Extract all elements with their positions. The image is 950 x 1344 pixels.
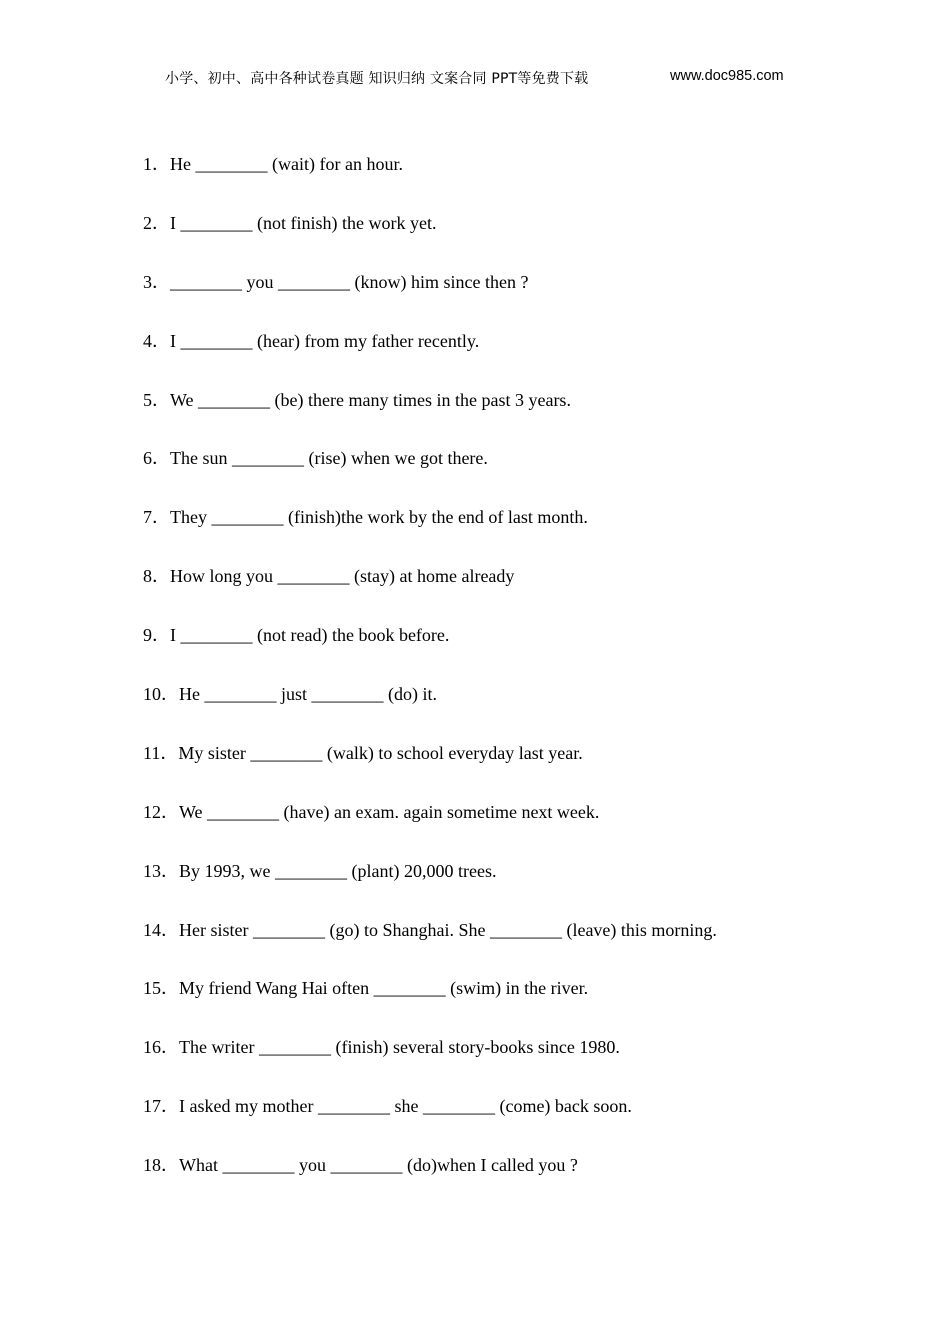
- question-number: 16．: [143, 1037, 179, 1058]
- question-list: [143, 151, 843, 1211]
- question-item: [143, 975, 843, 1034]
- question-item: [143, 1152, 843, 1211]
- question-text: ________ you ________ (know) him since then ?: [170, 271, 529, 292]
- question-text: I ________ (not finish) the work yet.: [170, 212, 437, 233]
- header-website: www.doc985.com: [670, 68, 784, 84]
- question-number: 3．: [143, 271, 170, 292]
- question-number: 18．: [143, 1155, 179, 1176]
- question-number: 4．: [143, 330, 170, 351]
- question-text: By 1993, we ________ (plant) 20,000 trees.: [179, 860, 497, 881]
- question-text: We ________ (have) an exam. again sometime next week.: [179, 801, 600, 822]
- question-number: 17．: [143, 1096, 179, 1117]
- header-description: 小学、初中、高中各种试卷真题 知识归纳 文案合同 PPT等免费下载: [165, 71, 589, 87]
- question-text: The writer ________ (finish) several story-books since 1980.: [179, 1037, 620, 1058]
- question-number: 1．: [143, 154, 170, 174]
- question-number: 6．: [143, 448, 170, 469]
- question-item: [143, 622, 843, 681]
- question-item: [143, 858, 843, 917]
- question-number: 7．: [143, 507, 170, 528]
- question-text: I ________ (not read) the book before.: [170, 625, 450, 646]
- question-text: How long you ________ (stay) at home already: [170, 566, 515, 587]
- question-item: [143, 387, 843, 446]
- question-text: They ________ (finish)the work by the end of last month.: [170, 507, 588, 528]
- question-item: [143, 151, 843, 210]
- question-item: [143, 210, 843, 269]
- question-number: 14．: [143, 919, 179, 940]
- question-text: My friend Wang Hai often ________ (swim) in the river.: [179, 978, 589, 999]
- question-item: [143, 269, 843, 328]
- question-item: [143, 328, 843, 387]
- question-item: [143, 799, 843, 858]
- question-text: I asked my mother ________ she ________ (come) back soon.: [179, 1096, 632, 1117]
- question-item: [143, 917, 843, 976]
- question-item: [143, 1034, 843, 1093]
- question-item: [143, 504, 843, 563]
- question-number: 11．: [143, 742, 179, 763]
- question-number: 15．: [143, 978, 179, 999]
- question-text: He ________ (wait) for an hour.: [170, 154, 403, 174]
- question-item: [143, 740, 843, 799]
- question-text: The sun ________ (rise) when we got there.: [170, 448, 488, 469]
- question-number: 9．: [143, 625, 170, 646]
- question-number: 5．: [143, 389, 170, 410]
- question-number: 12．: [143, 801, 179, 822]
- question-item: [143, 681, 843, 740]
- question-item: [143, 1093, 843, 1152]
- question-text: What ________ you ________ (do)when I called you ?: [179, 1155, 578, 1176]
- question-item: [143, 445, 843, 504]
- question-number: 8．: [143, 566, 170, 587]
- question-text: Her sister ________ (go) to Shanghai. She ________ (leave) this morning.: [179, 919, 717, 940]
- question-text: He ________ just ________ (do) it.: [179, 684, 437, 705]
- question-text: We ________ (be) there many times in the past 3 years.: [170, 389, 571, 410]
- question-item: [143, 563, 843, 622]
- question-text: I ________ (hear) from my father recently.: [170, 330, 480, 351]
- page-header: [0, 68, 950, 92]
- question-text: My sister ________ (walk) to school everyday last year.: [178, 742, 583, 763]
- question-number: 13．: [143, 860, 179, 881]
- question-number: 10．: [143, 684, 179, 705]
- question-number: 2．: [143, 212, 170, 233]
